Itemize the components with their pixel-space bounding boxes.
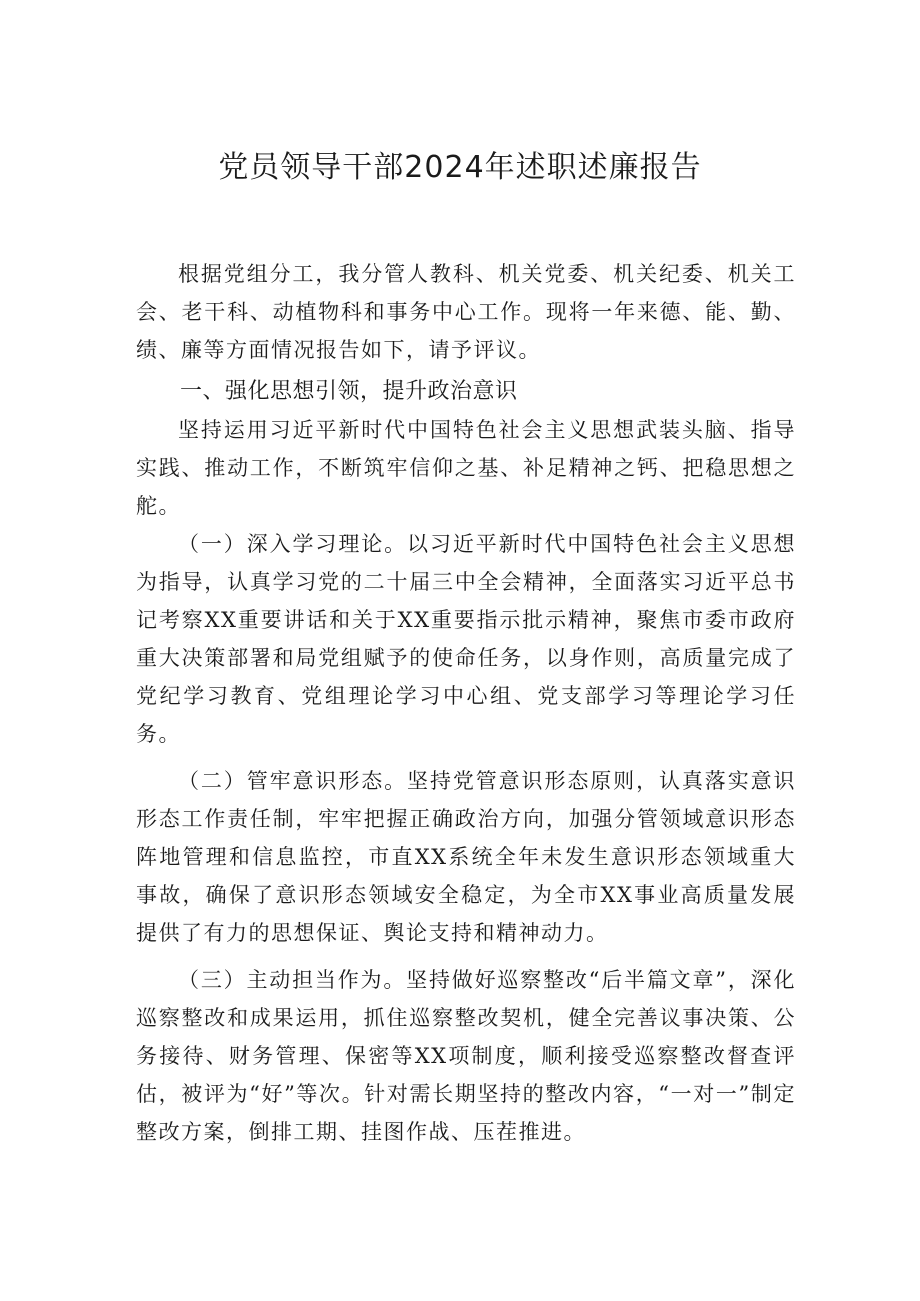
item-paragraph-3: （三）主动担当作为。坚持做好巡察整改“后半篇文章”，深化巡察整改和成果运用，抓住巡察整改契机，健全完善议事决策、公务接待、财务管理、保密等XX项制度，顺利接受巡察整改督查评估，被评为“好”等次。针对需长期坚持的整改内容，“一对一”制定整改方案，倒排工期、挂图作战、压茬推进。 — [136, 968, 796, 1144]
section-lead-paragraph: 坚持运用习近平新时代中国特色社会主义思想武装头脑、指导实践、推动工作，不断筑牢信仰之基、补足精神之钙、把稳思想之舵。 — [136, 418, 796, 518]
document-title: 党员领导干部2024年述职述廉报告 — [218, 150, 702, 185]
document-body — [136, 255, 796, 1151]
intro-paragraph: 根据党组分工，我分管人教科、机关党委、机关纪委、机关工会、老干科、动植物科和事务中心工作。现将一年来德、能、勤、绩、廉等方面情况报告如下，请予评议。 — [136, 262, 796, 362]
item-paragraph-2: （二）管牢意识形态。坚持党管意识形态原则，认真落实意识形态工作责任制，牢牢把握正确政治方向，加强分管领域意识形态阵地管理和信息监控，市直XX系统全年未发生意识形态领域重大事故，确保了意识形态领域安全稳定，为全市XX事业高质量发展提供了有力的思想保证、舆论支持和精神动力。 — [136, 769, 796, 945]
section-heading: 一、强化思想引领，提升政治意识 — [180, 379, 518, 404]
item-paragraph-1: （一）深入学习理论。以习近平新时代中国特色社会主义思想为指导，认真学习党的二十届三中全会精神，全面落实习近平总书记考察XX重要讲话和关于XX重要指示批示精神，聚焦市委市政府重大决策部署和局党组赋予的使命任务，以身作则，高质量完成了党纪学习教育、党组理论学习中心组、党支部学习等理论学习任务。 — [136, 532, 796, 746]
